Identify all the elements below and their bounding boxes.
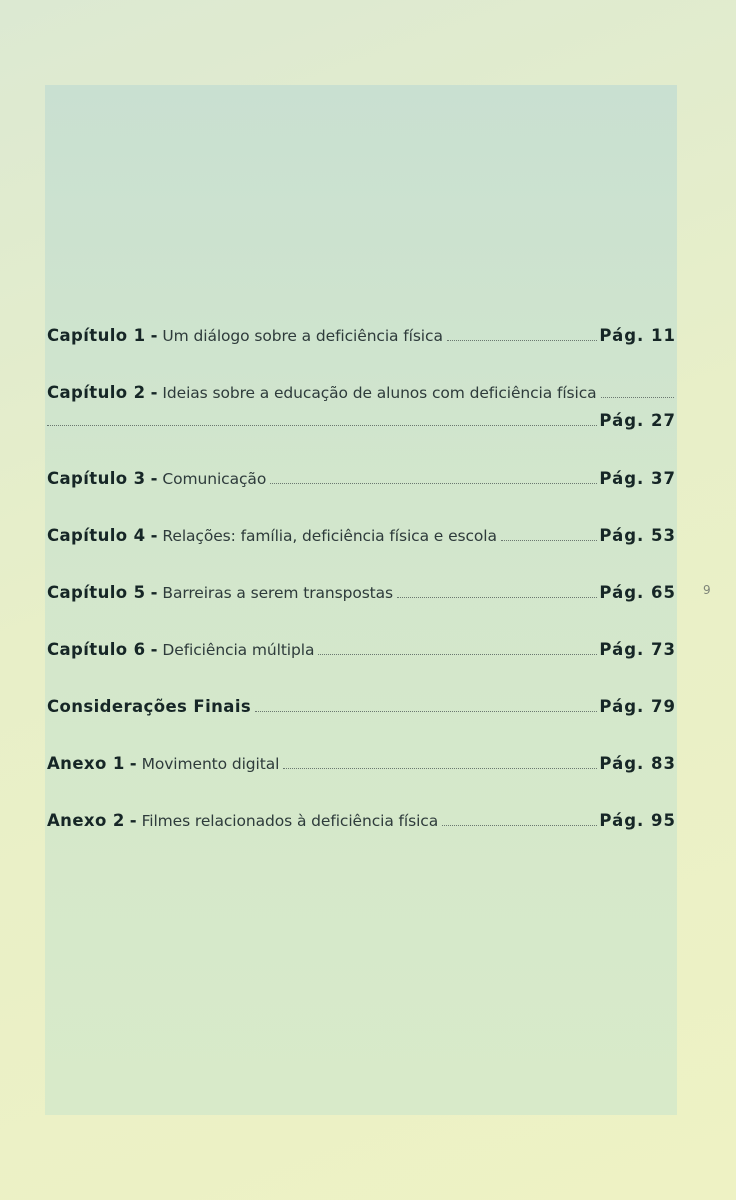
page-number: 9 [703,583,711,597]
toc-label: Capítulo 1 [47,326,146,345]
dot-leader [255,711,597,712]
toc-separator: - [150,640,158,659]
toc-page: Pág. 27 [599,411,676,430]
dot-leader [501,540,598,541]
toc-label: Capítulo 2 [47,383,146,402]
toc-entry-capitulo-2 [47,383,676,440]
toc-page: Pág. 37 [599,469,676,488]
toc-separator: - [150,469,158,488]
toc-title: Deficiência múltipla [162,641,315,659]
dot-leader [397,597,597,598]
toc-title: Barreiras a serem transpostas [162,584,394,602]
toc-separator: - [150,526,158,545]
toc-entry-capitulo-5 [47,583,676,611]
toc-page: Pág. 53 [599,526,676,545]
dot-leader [270,483,597,484]
toc-entry-capitulo-1 [47,326,676,354]
dot-leader [601,397,674,398]
toc-label: Anexo 1 [47,754,125,773]
toc-page: Pág. 65 [599,583,676,602]
toc-separator: - [150,583,158,602]
toc-entry-anexo-1 [47,754,676,782]
toc-label: Capítulo 3 [47,469,146,488]
dot-leader [447,340,598,341]
toc-label: Considerações Finais [47,697,252,716]
toc-label: Capítulo 4 [47,526,146,545]
dot-leader [47,425,597,426]
toc-entry-consideracoes-finais [47,697,676,725]
toc-page: Pág. 79 [599,697,676,716]
toc-page: Pág. 11 [599,326,676,345]
dot-leader [283,768,597,769]
toc-separator: - [150,326,158,345]
toc-entry-anexo-2 [47,811,676,839]
dot-leader [318,654,597,655]
toc-title: Relações: família, deficiência física e escola [162,527,497,545]
toc-title: Movimento digital [141,755,280,773]
toc-title: Um diálogo sobre a deficiência física [162,327,443,345]
toc-separator: - [129,811,137,830]
toc-entry-capitulo-6 [47,640,676,668]
toc-separator: - [150,383,158,402]
table-of-contents [47,326,676,868]
dot-leader [442,825,597,826]
toc-page: Pág. 95 [599,811,676,830]
toc-label: Capítulo 5 [47,583,146,602]
toc-entry-capitulo-3 [47,469,676,497]
toc-page: Pág. 73 [599,640,676,659]
toc-page: Pág. 83 [599,754,676,773]
toc-label: Anexo 2 [47,811,125,830]
toc-entry-capitulo-4 [47,526,676,554]
toc-title: Filmes relacionados à deficiência física [141,812,439,830]
toc-title: Comunicação [162,470,267,488]
toc-label: Capítulo 6 [47,640,146,659]
toc-separator: - [129,754,137,773]
toc-title: Ideias sobre a educação de alunos com deficiência física [162,384,597,402]
